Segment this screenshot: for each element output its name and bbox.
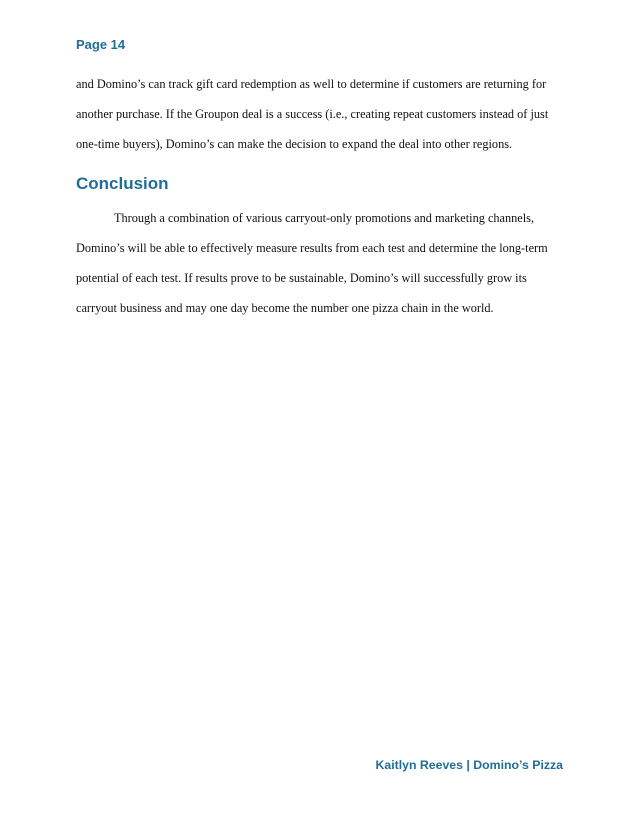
conclusion-line: Domino’s will be able to effectively measure results from each test and determine the long-term	[76, 241, 548, 255]
intro-line: another purchase. If the Groupon deal is a success (i.e., creating repeat customers instead of just	[76, 107, 549, 121]
intro-paragraph	[76, 69, 566, 159]
conclusion-line: potential of each test. If results prove to be sustainable, Domino’s will successfully grow its	[76, 271, 527, 285]
intro-line: and Domino’s can track gift card redemption as well to determine if customers are returning for	[76, 77, 547, 91]
intro-line: one-time buyers), Domino’s can make the decision to expand the deal into other regions.	[76, 137, 513, 151]
conclusion-paragraph	[76, 203, 566, 323]
conclusion-line: Through a combination of various carryout-only promotions and marketing channels,	[114, 211, 535, 225]
footer-author-title: Kaitlyn Reeves | Domino’s Pizza	[375, 758, 563, 772]
conclusion-line: carryout business and may one day become the number one pizza chain in the world.	[76, 301, 494, 315]
conclusion-heading: Conclusion	[76, 174, 169, 193]
page-number: Page 14	[76, 37, 126, 52]
